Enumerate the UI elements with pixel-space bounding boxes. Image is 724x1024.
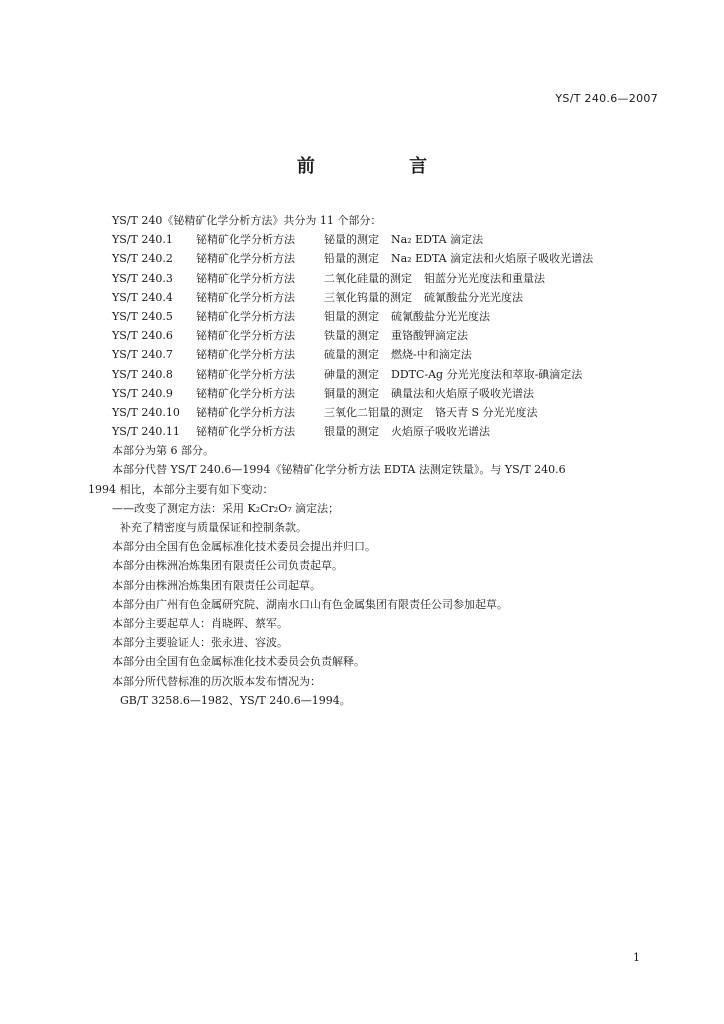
part-item: 铜量的测定	[324, 386, 379, 400]
part-title: 铋精矿化学分析方法	[196, 405, 295, 419]
lead-drafter-statement: 本部分由株洲冶炼集团有限责任公司负责起草。	[112, 559, 343, 573]
part-code: YS/T 240.1	[112, 233, 173, 247]
part-item: 二氧化硅量的测定	[324, 271, 412, 285]
part-item: 铅量的测定	[324, 252, 379, 266]
part-method: 火焰原子吸收光谱法	[391, 425, 490, 439]
part-title: 铋精矿化学分析方法	[196, 271, 295, 285]
history-list: GB/T 3258.6—1982、YS/T 240.6—1994。	[120, 693, 351, 707]
part-code: YS/T 240.9	[112, 386, 173, 400]
part-method: 重铬酸钾滴定法	[391, 329, 468, 343]
history-intro: 本部分所代替标准的历次版本发布情况为：	[112, 674, 321, 688]
part-item: 铋量的测定	[324, 233, 379, 247]
authors-statement: 本部分主要起草人：肖晓晖、蔡军。	[112, 616, 288, 630]
part-code: YS/T 240.11	[112, 425, 180, 439]
part-method: 铬天青 S 分光光度法	[435, 405, 538, 419]
part-title: 铋精矿化学分析方法	[196, 329, 295, 343]
part-note: 本部分为第 6 部分。	[112, 444, 214, 458]
part-code: YS/T 240.3	[112, 271, 173, 285]
part-title: 铋精矿化学分析方法	[196, 425, 295, 439]
part-row	[88, 384, 648, 403]
part-title: 铋精矿化学分析方法	[196, 233, 295, 247]
part-code: YS/T 240.4	[112, 290, 173, 304]
part-method: Na₂ EDTA 滴定法	[391, 233, 484, 247]
part-method: 燃烧-中和滴定法	[391, 348, 472, 362]
part-row	[88, 269, 648, 288]
part-item: 铁量的测定	[324, 329, 379, 343]
part-method: 碘量法和火焰原子吸收光谱法	[391, 386, 534, 400]
verifiers-statement: 本部分主要验证人：张永进、容波。	[112, 636, 288, 650]
replacement-statement: 本部分代替 YS/T 240.6—1994《铋精矿化学分析方法 EDTA 法测定铁量》。与 YS/T 240.6	[112, 463, 566, 477]
part-title: 铋精矿化学分析方法	[196, 309, 295, 323]
part-row	[88, 422, 648, 441]
part-method: 硫氰酸盐分光光度法	[391, 309, 490, 323]
foreword-body	[88, 211, 648, 710]
replacement-statement-cont: 1994 相比，本部分主要有如下变动：	[88, 482, 274, 496]
part-title: 铋精矿化学分析方法	[196, 290, 295, 304]
part-item: 银量的测定	[324, 425, 379, 439]
intro-line: YS/T 240《铋精矿化学分析方法》共分为 11 个部分：	[112, 214, 382, 227]
part-row	[88, 403, 648, 422]
change-item: ——改变了测定方法：采用 K₂Cr₂O₇ 滴定法；	[112, 501, 340, 515]
change-item: 补充了精密度与质量保证和控制条款。	[120, 521, 307, 534]
part-code: YS/T 240.7	[112, 348, 173, 362]
part-item: 钼量的测定	[324, 309, 379, 323]
part-title: 铋精矿化学分析方法	[196, 386, 295, 400]
part-item: 硫量的测定	[324, 348, 379, 362]
part-row	[88, 230, 648, 249]
part-method: DDTC-Ag 分光光度法和萃取-碘滴定法	[391, 367, 583, 381]
part-title: 铋精矿化学分析方法	[196, 252, 295, 266]
part-method: 硫氰酸盐分光光度法	[424, 290, 523, 304]
document-number: YS/T 240.6—2007	[555, 92, 658, 105]
part-title: 铋精矿化学分析方法	[196, 348, 295, 362]
part-title: 铋精矿化学分析方法	[196, 367, 295, 381]
part-row	[88, 307, 648, 326]
part-code: YS/T 240.6	[112, 329, 173, 343]
part-row	[88, 345, 648, 364]
part-item: 砷量的测定	[324, 367, 379, 381]
drafter-statement: 本部分由株洲冶炼集团有限责任公司起草。	[112, 578, 321, 592]
part-item: 三氧化二铝量的测定	[324, 405, 423, 419]
part-item: 三氧化钨量的测定	[324, 290, 412, 304]
interpreter-statement: 本部分由全国有色金属标准化技术委员会负责解释。	[112, 655, 365, 669]
part-row	[88, 249, 648, 268]
part-method: Na₂ EDTA 滴定法和火焰原子吸收光谱法	[391, 252, 594, 266]
part-row	[88, 365, 648, 384]
part-row	[88, 288, 648, 307]
part-code: YS/T 240.2	[112, 252, 173, 266]
part-code: YS/T 240.10	[112, 405, 180, 419]
page-number: 1	[633, 951, 640, 964]
section-heading: 前 言	[296, 156, 472, 177]
proposer-statement: 本部分由全国有色金属标准化技术委员会提出并归口。	[112, 540, 376, 554]
part-method: 钼蓝分光光度法和重量法	[424, 271, 545, 285]
part-code: YS/T 240.5	[112, 309, 173, 323]
participants-statement: 本部分由广州有色金属研究院、湖南水口山有色金属集团有限责任公司参加起草。	[112, 597, 508, 611]
part-code: YS/T 240.8	[112, 367, 173, 381]
part-row	[88, 326, 648, 345]
